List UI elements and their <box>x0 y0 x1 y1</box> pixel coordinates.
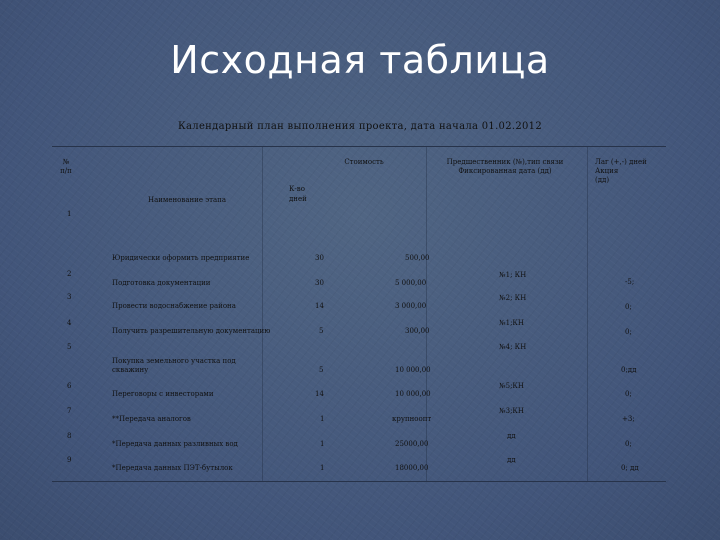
stage-lag: 0; <box>625 303 632 311</box>
row-number: 6 <box>67 382 72 390</box>
stage-days: 1 <box>320 415 325 423</box>
header-cost: Стоимость <box>344 158 384 166</box>
stage-cost: 10 000,00 <box>395 390 431 398</box>
stage-days: 5 <box>319 366 324 374</box>
row-number: 9 <box>67 456 72 464</box>
stage-days: 14 <box>315 302 324 310</box>
stage-predecessor: №3;КН <box>499 407 524 415</box>
stage-lag: +3; <box>622 415 635 423</box>
stage-name: *Передача данных ПЭТ-бутылок <box>112 464 233 472</box>
stage-lag: 0; <box>625 390 632 398</box>
header-predecessor: Предшественник (№),тип связи <box>446 158 564 166</box>
header-lag-3: (дд) <box>595 176 610 184</box>
stage-lag: 0; дд <box>621 464 639 472</box>
stage-predecessor: дд <box>507 456 516 464</box>
stage-name: Переговоры с инвесторами <box>112 390 214 398</box>
header-stage: Наименование этапа <box>147 196 227 204</box>
stage-name: **Передача аналогов <box>112 415 191 423</box>
stage-cost: 18000,00 <box>395 464 429 472</box>
stage-cost: 25000,00 <box>395 440 429 448</box>
row-number: 4 <box>67 319 72 327</box>
stage-lag: 0;дд <box>621 366 637 374</box>
stage-days: 30 <box>315 254 324 262</box>
stage-days: 5 <box>319 327 324 335</box>
stage-name: *Передача данных разливных вод <box>112 440 238 448</box>
stage-lag: 0; <box>625 440 632 448</box>
header-num: № <box>62 158 70 166</box>
schedule-table <box>52 146 666 482</box>
stage-name-line-2: скважину <box>112 366 149 374</box>
row-number: 8 <box>67 432 72 440</box>
row-number: 5 <box>67 343 72 351</box>
stage-cost: 500,00 <box>405 254 430 262</box>
stage-lag: 0; <box>625 328 632 336</box>
table-caption: Календарный план выполнения проекта, дата начала 01.02.2012 <box>177 121 543 132</box>
stage-predecessor: №2; КН <box>499 294 527 302</box>
column-divider <box>587 147 588 481</box>
column-divider <box>426 147 427 481</box>
stage-predecessor: дд <box>507 432 516 440</box>
stage-name-line-1: Покупка земельного участка под <box>112 357 236 365</box>
slide-title: Исходная таблица <box>170 38 550 82</box>
stage-name: Провести водоснабжение района <box>112 302 236 310</box>
stage-days: 1 <box>320 440 325 448</box>
row-number: 3 <box>67 293 72 301</box>
stage-lag: -5; <box>625 278 635 286</box>
stage-name: Подготовка документации <box>112 279 211 287</box>
header-days: К-во <box>289 185 305 193</box>
header-lag: Лаг (+,-) дней <box>595 158 647 166</box>
stage-days: 1 <box>320 464 325 472</box>
row-number: 7 <box>67 407 72 415</box>
stage-name: Юридически оформить предприятие <box>112 254 250 262</box>
stage-cost: 10 000,00 <box>395 366 431 374</box>
stage-predecessor: №1;КН <box>499 319 524 327</box>
header-num-2: п/п <box>60 167 72 175</box>
stage-predecessor: №5;КН <box>499 382 524 390</box>
stage-name: Получить разрешительную документацию <box>112 327 271 335</box>
stage-cost: 300,00 <box>405 327 430 335</box>
stage-cost: 5 000,00 <box>395 279 427 287</box>
stage-predecessor: №1; КН <box>499 271 527 279</box>
column-divider <box>262 147 263 481</box>
stage-predecessor: №4; КН <box>499 343 527 351</box>
header-lag-2: Акция <box>595 167 619 175</box>
header-fixed-date: Фиксированная дата (дд) <box>458 167 552 175</box>
row-number: 1 <box>67 210 72 218</box>
row-number: 2 <box>67 270 72 278</box>
stage-days: 14 <box>315 390 324 398</box>
header-days-2: дней <box>289 195 307 203</box>
stage-days: 30 <box>315 279 324 287</box>
stage-cost: крупноопт <box>392 415 432 423</box>
stage-cost: 3 000,00 <box>395 302 427 310</box>
